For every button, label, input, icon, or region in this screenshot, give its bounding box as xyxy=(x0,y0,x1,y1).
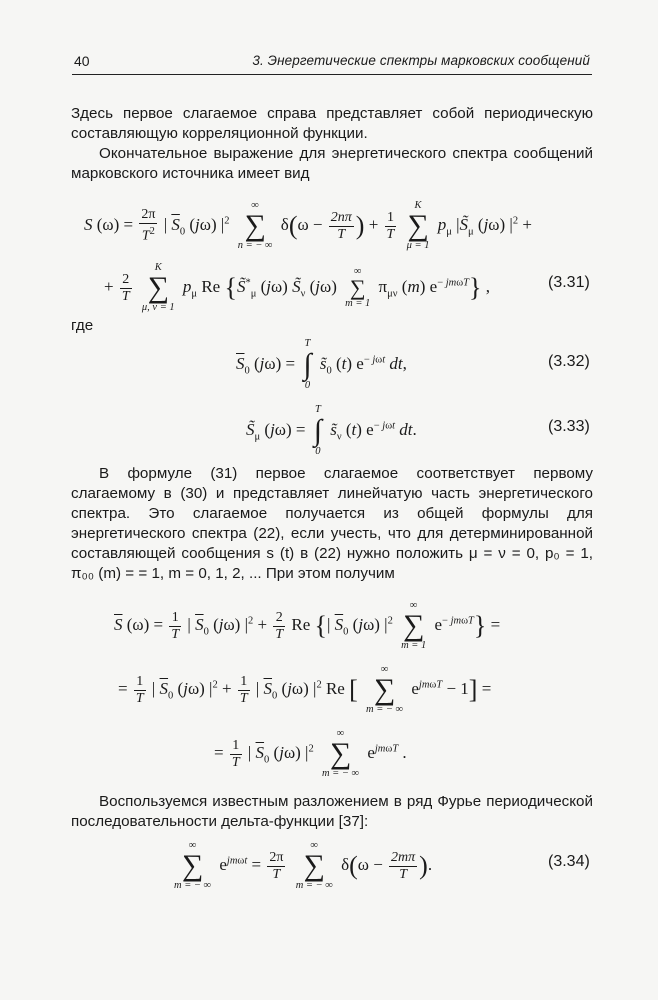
equation-derivation-line-3: = $\frac{1}{T}$ | $\overline{S}_0$ (jω) $|^2$ ∞ ∑ m = − ∞ $e^{jm\omega T}$ . xyxy=(214,728,407,779)
equation-3-31-line-1: S (ω) = $\frac{2\pi}{T^2}$ | $\overline{S}_0$ (jω) $|^2$ ∞ ∑ n = − ∞ δ(ω − $\frac{2n\pi}{T}$ ) + $\frac{1}{T}$ K ∑ μ = 1 $p_\mu$ $|S̃_\mu$ (jω) $|^2$ + xyxy=(84,200,532,251)
page-header xyxy=(72,52,592,75)
equation-number-3-33: (3.33) xyxy=(548,418,590,435)
paragraph-final-expression: Окончательное выражение для энергетического спектра сообщений марковского источника имеет вид xyxy=(71,145,593,182)
equation-number-3-34: (3.34) xyxy=(548,853,590,870)
paragraph-formula-31-explanation: В формуле (31) первое слагаемое соответствует первому слагаемому в (30) и представляет линейчатую часть энергетического спектра. Это слагаемое получается из общей формулы для энергетического спектра (22), если учесть, что для детерминированной составляющей сообщения s (t) в (22) нужно положить μ = ν = 0, p₀ = 1, π₀₀ (m) = = 1, m = 0, 1, 2, ... При этом получим xyxy=(71,465,593,582)
equation-derivation-line-1: $\overline{S}$ (ω) = $\frac{1}{T}$ | $\overline{S}_0$ (jω) $|^2$ + $\frac{2}{T}$ Re {| $\overline{S}_0$ (jω) $|^2$ ∞ ∑ m = 1 $e^{- jm\omega T}$} = xyxy=(114,600,501,651)
page-number: 40 xyxy=(74,53,90,69)
equation-number-3-31: (3.31) xyxy=(548,274,590,291)
equation-3-34: ∞ ∑ m = − ∞ $e^{jm\omega t}$ = $\frac{2\pi}{T}$ ∞ ∑ m = − ∞ δ(ω − $\frac{2m\pi}{T}$ ). xyxy=(174,840,433,891)
equation-derivation-line-2: = $\frac{1}{T}$ | $\overline{S}_0$ (jω) $|^2$ + $\frac{1}{T}$ | $\overline{S}_0$ (jω) $|^2$ Re [ ∞ ∑ m = − ∞ $e^{jm\omega T} - 1$] = xyxy=(118,664,492,715)
equation-3-31-line-2: + $\frac{2}{T}$ K ∑ μ, ν = 1 $p_\mu$ Re {$S̃^*_\mu$ (jω) $S̃_\nu$ (jω) ∞ ∑ m = 1 $\pi_{\mu\nu}$ (m) $e^{- jm\omega T}$} , xyxy=(104,262,490,313)
equation-3-33: $S̃_\mu$ (jω) = T ∫ 0 $s̃_\nu$ (t) $e^{- j\omega t}$ dt. xyxy=(246,404,417,457)
equation-number-3-32: (3.32) xyxy=(548,353,590,370)
paragraph-fourier-expansion: Воспользуемся известным разложением в ряд Фурье периодической последовательности дельта-функции [37]: xyxy=(71,793,593,830)
equation-3-32: $\overline{S}_0$ (jω) = T ∫ 0 $s̃_0$ (t) $e^{- j\omega t}$ dt, xyxy=(236,338,407,391)
word-where: где xyxy=(71,317,94,334)
running-title: 3. Энергетические спектры марковских сообщений xyxy=(252,53,590,68)
paragraph-periodic-component: Здесь первое слагаемое справа представляет собой периодическую составляющую корреляционной функции. xyxy=(71,105,593,142)
